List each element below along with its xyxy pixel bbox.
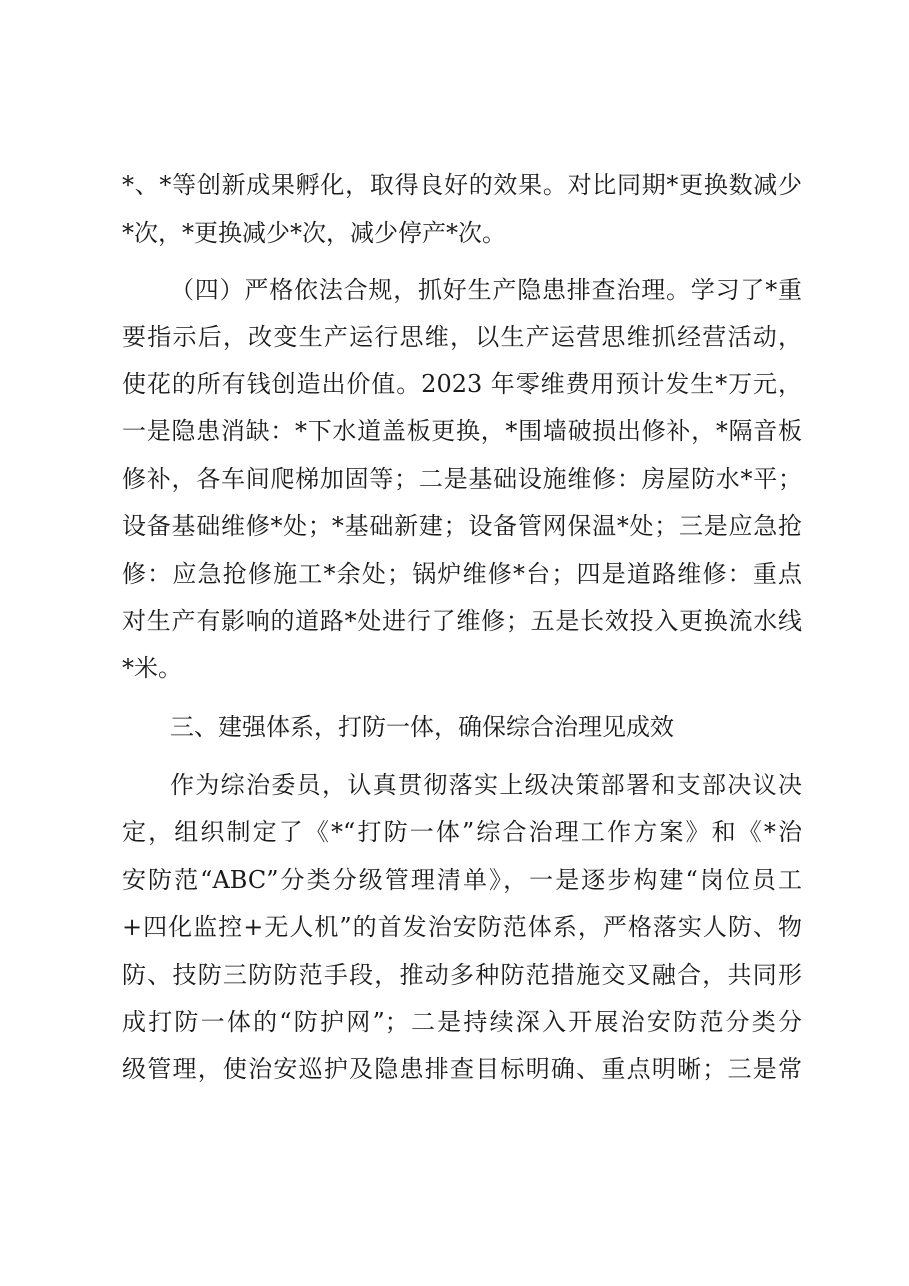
body-text-line: *次，*更换减少*次，减少停产*次。 [122, 219, 506, 247]
body-text-line: 修：应急抢修施工*余处；锅炉维修*台；四是道路维修：重点 [122, 560, 802, 588]
section-heading: 三、建强体系，打防一体，确保综合治理见成效 [170, 713, 674, 741]
body-text-line: 修补，各车间爬梯加固等；二是基础设施维修：房屋防水*平； [122, 465, 802, 493]
body-text-line: 要指示后，改变生产运行思维，以生产运营思维抓经营活动， [122, 323, 802, 351]
section-heading-line: （四）严格依法合规，抓好生产隐患排查治理。学习了*重 [170, 276, 802, 304]
body-text-line: 一是隐患消缺：*下水道盖板更换，*围墙破损出修补，*隔音板 [122, 417, 802, 445]
body-text-line: *、*等创新成果孵化，取得良好的效果。对比同期*更换数减少 [122, 171, 802, 199]
body-text-line: 对生产有影响的道路*处进行了维修；五是长效投入更换流水线 [122, 607, 802, 635]
body-text-line: 定，组织制定了《*“打防一体”综合治理工作方案》和《*治 [122, 818, 802, 846]
body-text-line: 设备基础维修*处；*基础新建；设备管网保温*处；三是应急抢 [122, 512, 802, 540]
body-text-line: +四化监控+无人机”的首发治安防范体系，严格落实人防、物 [122, 913, 802, 941]
body-text-line: 级管理，使治安巡护及隐患排查目标明确、重点明晰；三是常 [122, 1055, 802, 1083]
body-text-line: 使花的所有钱创造出价值。2023 年零维费用预计发生*万元， [122, 370, 802, 398]
body-text-line: 作为综治委员，认真贯彻落实上级决策部署和支部决议决 [170, 771, 802, 799]
body-text-line: 防、技防三防防范手段，推动多种防范措施交叉融合，共同形 [122, 961, 802, 989]
body-text-line: 安防范“ABC”分类分级管理清单》，一是逐步构建“岗位员工 [122, 866, 802, 894]
body-text-line: *米。 [122, 654, 182, 682]
body-text-line: 成打防一体的“防护网”；二是持续深入开展治安防范分类分 [122, 1008, 802, 1036]
